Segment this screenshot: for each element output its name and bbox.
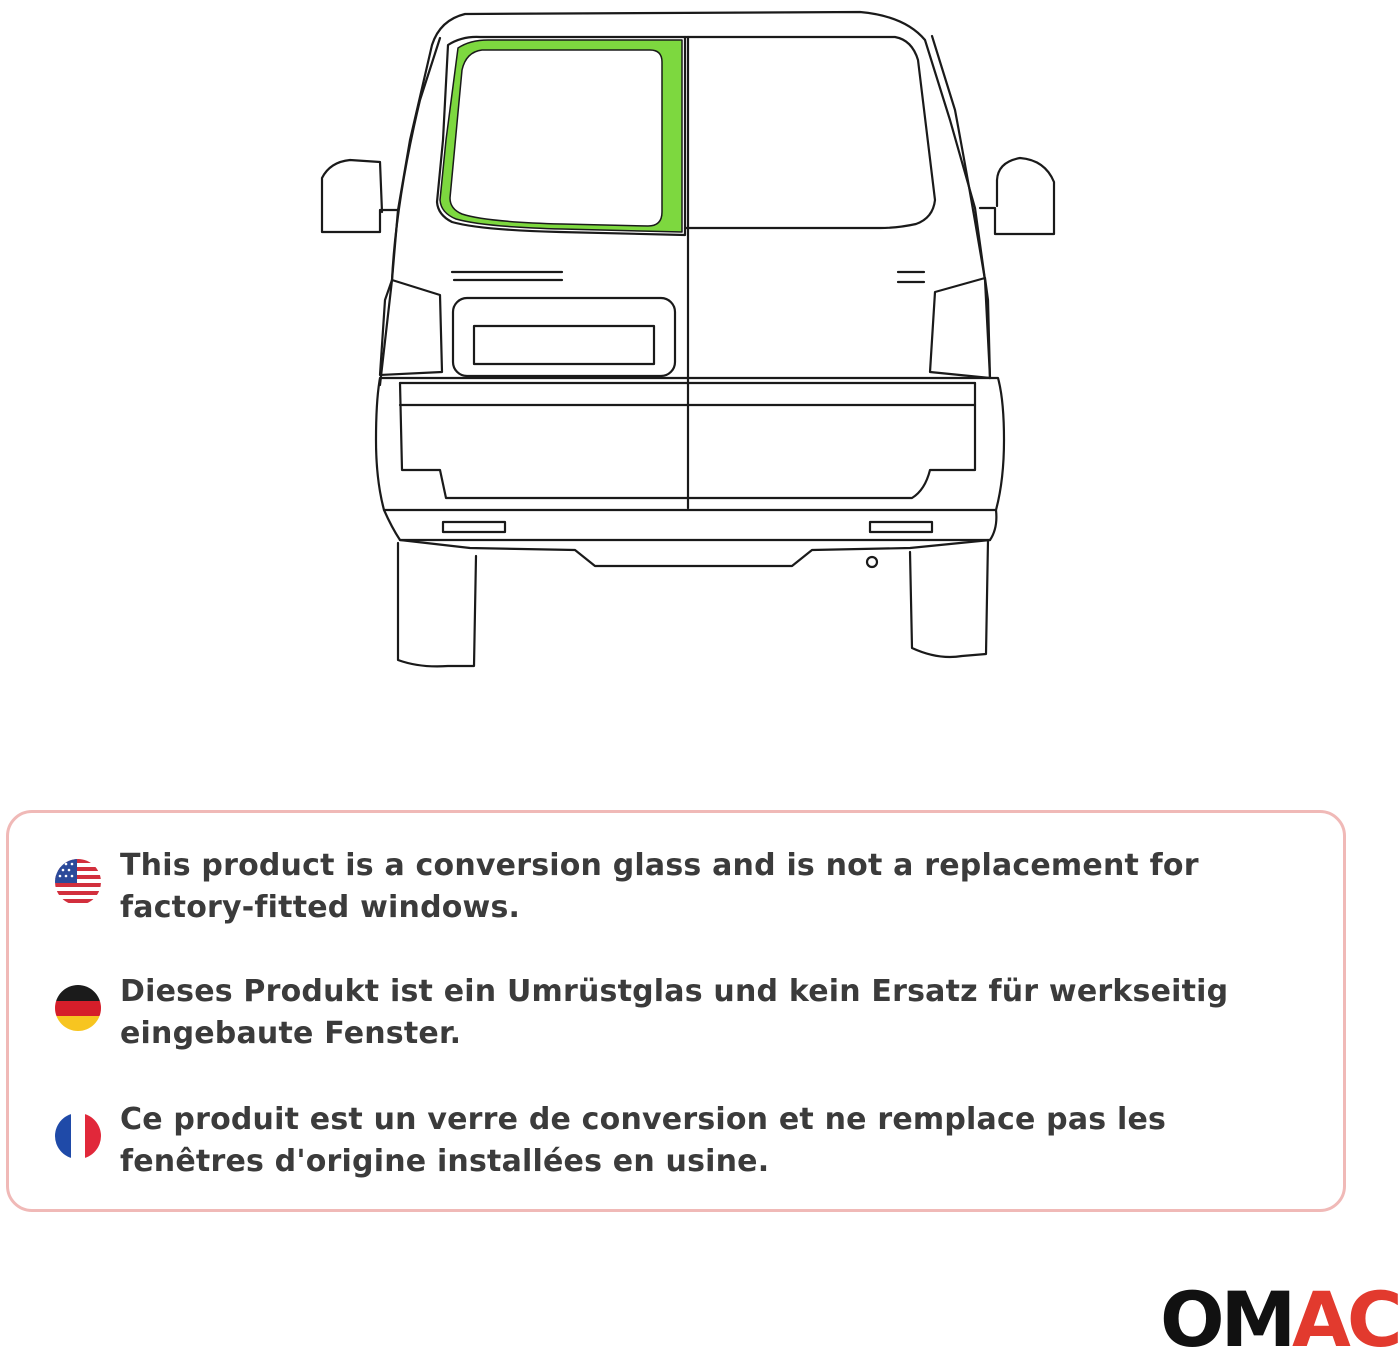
notice-box bbox=[6, 810, 1346, 1212]
omac-logo bbox=[1160, 1286, 1400, 1352]
logo-text-red: AC bbox=[1292, 1286, 1399, 1352]
france-flag-icon bbox=[55, 1113, 101, 1159]
us-flag-icon bbox=[55, 859, 101, 905]
logo-text-dark: OM bbox=[1160, 1286, 1293, 1352]
notice-text-french: Ce produit est un verre de conversion et ne remplace pas les fenêtres d'origine installées en usine. bbox=[120, 1102, 1167, 1179]
germany-flag-icon bbox=[55, 985, 101, 1031]
notice-text-german: Dieses Produkt ist ein Umrüstglas und kein Ersatz für werkseitig eingebaute Fenster. bbox=[120, 974, 1229, 1051]
notice-text-english: This product is a conversion glass and is not a replacement for factory-fitted windows. bbox=[120, 848, 1199, 925]
